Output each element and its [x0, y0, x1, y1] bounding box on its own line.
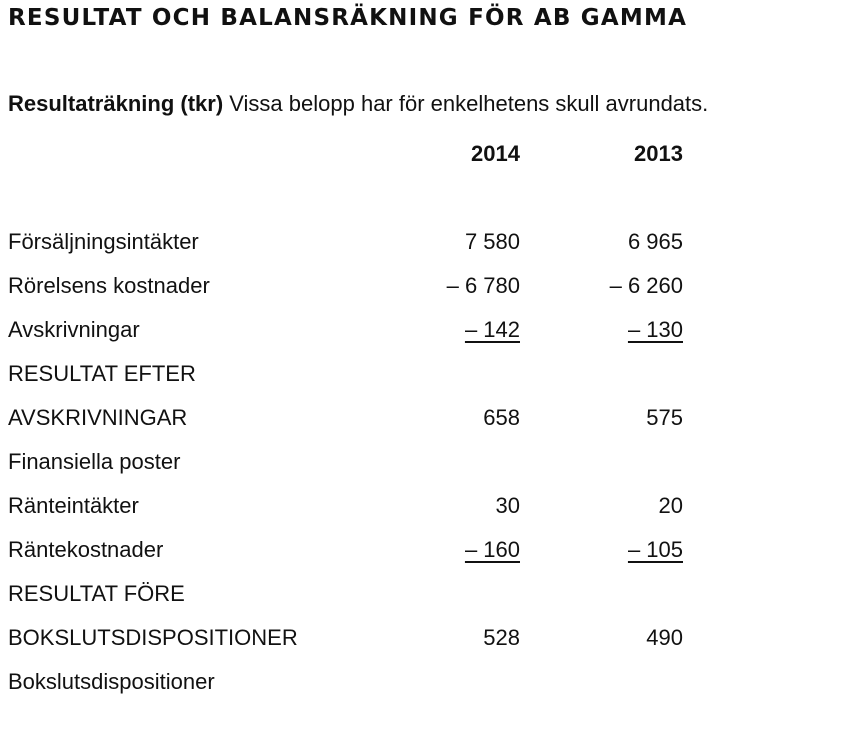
table-row-avskrivningar-total	[0, 398, 847, 438]
section-heading-title: Resultaträkning (tkr)	[8, 91, 224, 116]
underlined-value: – 160	[464, 537, 520, 562]
underlined-value: – 105	[627, 537, 683, 562]
table-row-forsaljningsintakter	[0, 222, 847, 262]
row-value-2013: 20	[658, 493, 683, 518]
page-title: RESULTAT OCH BALANSRÄKNING FÖR AB GAMMA	[8, 5, 688, 31]
section-heading	[8, 89, 708, 119]
row-label: AVSKRIVNINGAR	[8, 405, 188, 430]
row-label: Försäljningsintäkter	[8, 229, 199, 254]
row-value-2014	[390, 530, 520, 570]
row-label: Rörelsens kostnader	[8, 273, 210, 298]
table-row-bokslutsdispositioner-total	[0, 618, 847, 658]
row-value-2013: 575	[646, 405, 683, 430]
row-value-2013	[553, 310, 683, 350]
row-label: Bokslutsdispositioner	[8, 669, 215, 694]
row-value-2014	[390, 310, 520, 350]
section-heading-note: Vissa belopp har för enkelhetens skull avrundats.	[223, 91, 709, 116]
column-header-2013: 2013	[634, 141, 683, 166]
table-row-rantekostnader	[0, 530, 847, 570]
row-label: Avskrivningar	[8, 317, 140, 342]
row-label: BOKSLUTSDISPOSITIONER	[8, 625, 298, 650]
row-label: RESULTAT FÖRE	[8, 581, 185, 606]
row-value-2013: 6 965	[627, 229, 683, 254]
table-row-avskrivningar	[0, 310, 847, 350]
row-label: Finansiella poster	[8, 449, 181, 474]
row-value-2014: 528	[483, 625, 520, 650]
row-value-2013	[553, 530, 683, 570]
row-value-2014: 30	[495, 493, 520, 518]
row-value-2014: 658	[483, 405, 520, 430]
row-label: Räntekostnader	[8, 537, 164, 562]
table-row-finansiella-poster	[0, 442, 847, 482]
row-label: Ränteintäkter	[8, 493, 139, 518]
row-value-2014: 7 580	[464, 229, 520, 254]
row-label: RESULTAT EFTER	[8, 361, 196, 386]
underlined-value: – 130	[627, 317, 683, 342]
table-row-resultat-fore	[0, 574, 847, 614]
table-row-rorelsens-kostnader	[0, 266, 847, 306]
table-row-resultat-efter	[0, 354, 847, 394]
row-value-2013: – 6 260	[609, 273, 683, 298]
row-value-2013: 490	[646, 625, 683, 650]
underlined-value: – 142	[464, 317, 520, 342]
table-row-ranteintakter	[0, 486, 847, 526]
column-header-2014: 2014	[471, 141, 520, 166]
row-value-2014: – 6 780	[446, 273, 520, 298]
table-row-bokslutsdispositioner	[0, 662, 847, 702]
